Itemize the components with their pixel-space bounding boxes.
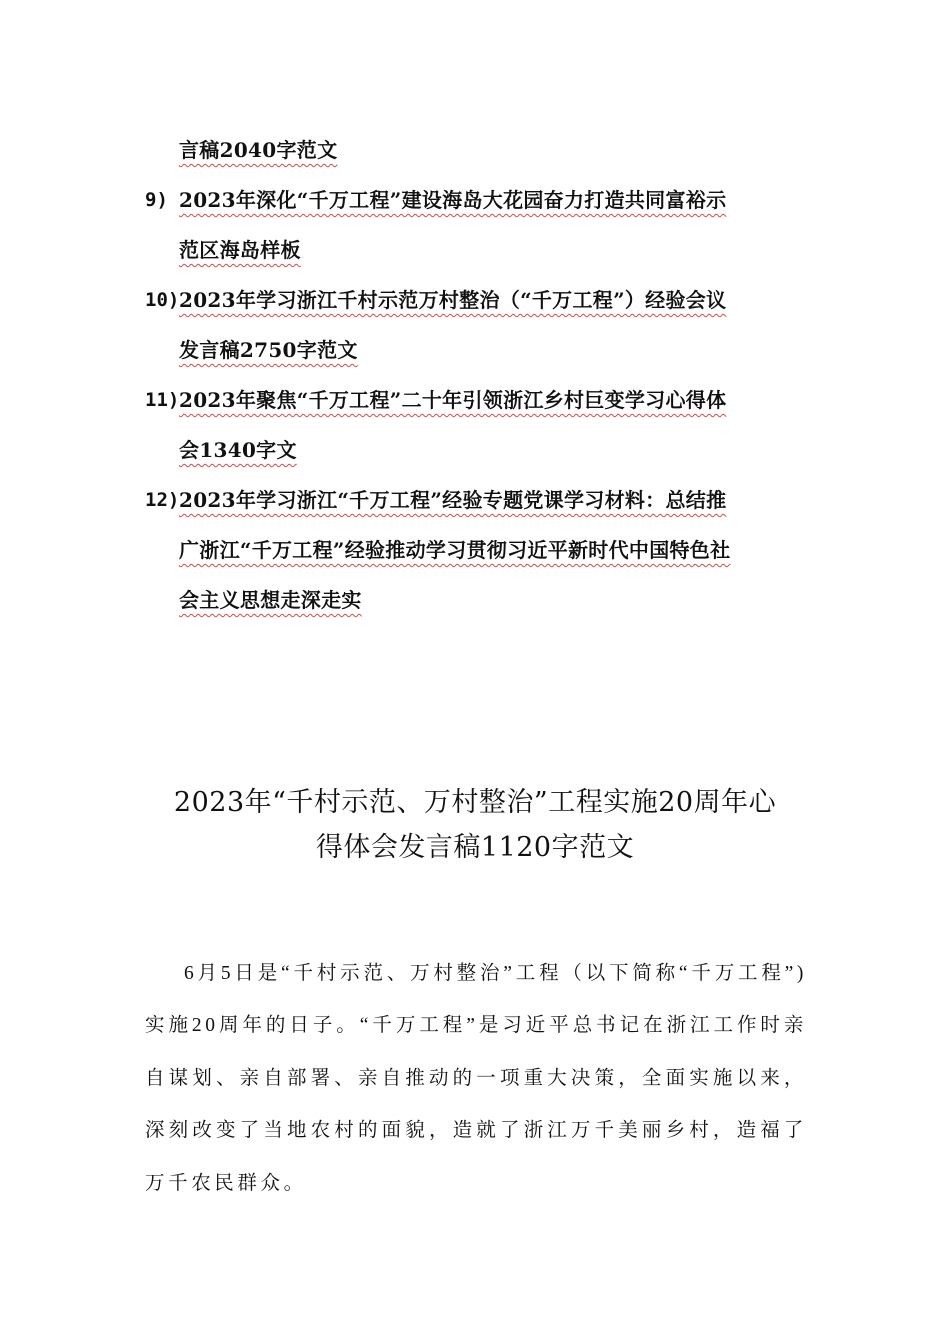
toc-line[interactable] (145, 182, 805, 232)
toc-link-text[interactable]: 2023年学习浙江“千万工程”经验专题党课学习材料：总结推 (179, 488, 727, 512)
toc-link-text[interactable]: 会1340字文 (179, 438, 297, 462)
table-of-contents (145, 132, 805, 632)
toc-line[interactable] (145, 582, 805, 632)
article-paragraph: 6月5日是“千村示范、万村整治”工程（以下简称“千万工程”)实施20周年的日子。“千万工程”是习近平总书记在浙江工作时亲自谋划、亲自部署、亲自推动的一项重大决策，全面实施以来，深刻改变了当地农村的面貌，造就了浙江万千美丽乡村，造福了万千农民群众。 (145, 962, 807, 1194)
toc-link-text[interactable]: 2023年聚焦“千万工程”二十年引领浙江乡村巨变学习心得体 (179, 388, 727, 412)
toc-number: 11) (145, 389, 180, 411)
toc-line[interactable] (145, 332, 805, 382)
toc-link-text[interactable]: 2023年深化“千万工程”建设海岛大花园奋力打造共同富裕示 (179, 188, 727, 212)
toc-line[interactable] (145, 282, 805, 332)
toc-link-text[interactable]: 会主义思想走深走实 (179, 588, 362, 612)
toc-number: 12) (145, 489, 180, 511)
toc-line[interactable] (145, 232, 805, 282)
toc-link-text[interactable]: 2023年学习浙江千村示范万村整治（“千万工程”）经验会议 (179, 288, 727, 312)
toc-line[interactable] (145, 132, 805, 182)
toc-line[interactable] (145, 532, 805, 582)
toc-line[interactable] (145, 382, 805, 432)
toc-number: 9) (145, 189, 168, 211)
toc-line[interactable] (145, 482, 805, 532)
toc-number: 10) (145, 289, 180, 311)
toc-link-text[interactable]: 言稿2040字范文 (179, 138, 338, 162)
article-title (0, 780, 950, 870)
toc-line[interactable] (145, 432, 805, 482)
article-title-line-1: 2023年“千村示范、万村整治”工程实施20周年心 (173, 787, 777, 818)
toc-link-text[interactable]: 广浙江“千万工程”经验推动学习贯彻习近平新时代中国特色社 (179, 538, 731, 562)
toc-link-text[interactable]: 范区海岛样板 (179, 238, 301, 262)
article-title-line-2: 得体会发言稿1120字范文 (315, 832, 635, 863)
toc-link-text[interactable]: 发言稿2750字范文 (179, 338, 358, 362)
